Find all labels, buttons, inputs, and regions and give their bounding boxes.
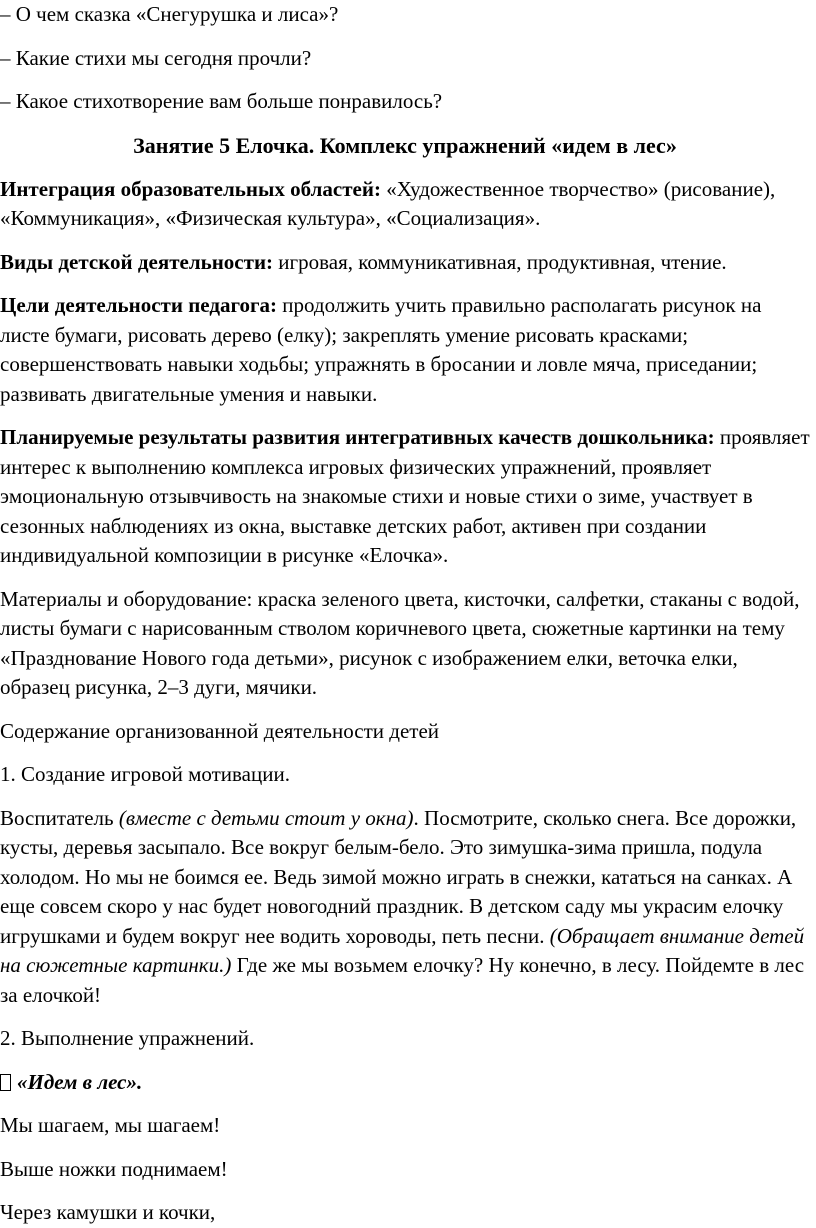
poem-line-3: Через камушки и кочки, [0,1200,216,1224]
teacher-stage-direction-2: (Обращает внимание детей на сюжетные картинки.) [0,923,805,977]
lesson-title: Занятие 5 Елочка. Комплекс упражнений «идем в лес» [133,132,677,158]
teacher-speech-2: Где же мы возьмем елочку? Ну конечно, в лесу. Пойдемте в лес за елочкой! [0,953,805,1007]
poem-line-1: Мы шагаем, мы шагаем! [0,1113,221,1137]
activities-label: Виды детской деятельности: [0,249,274,274]
integration-label: Интеграция образовательных областей: [0,176,381,201]
exercise-title: «Идем в лес». [17,1069,143,1094]
teacher-stage-direction-1: (вместе с детьми стоит у окна) [118,805,414,830]
content-heading: Содержание организованной деятельности детей [0,718,440,743]
checkbox-bullet-icon [0,1074,11,1091]
materials-paragraph: Материалы и оборудование: краска зеленого цвета, кисточки, салфетки, стаканы с водой, листы бумаги с нарисованным стволом коричневого цвета, сюжетные картинки на тему «Празднование Нового года детьми», рисунок с изображением елки, веточка елки, образец рисунка, 2–3 дуги, мячики. [0,586,800,699]
results-text: проявляет интерес к выполнению комплекса игровых физических упражнений, проявляет эмоциональную отзывчивость на знакомые стихи и новые стихи о зиме, участвует в сезонных наблюдениях из окна, выставке детских работ, активен при создании индивидуальной композиции в рисунке «Елочка». [0,425,810,567]
teacher-paragraph [0,804,810,1011]
question-1: – О чем сказка «Снегурушка и лиса»? [0,2,339,26]
step-2-heading: 2. Выполнение упражнений. [0,1026,255,1050]
results-label: Планируемые результаты развития интегративных качеств дошкольника: [0,425,715,449]
exercise-heading [0,1068,810,1098]
teacher-speech-1: . Посмотрите, сколько снега. Все дорожки, кусты, деревья засыпало. Все вокруг белым-бело. Это зимушка-зима пришла, подула холодом. Но мы не боимся ее. Ведь зимой можно играть в снежки, кататься на санках. А еще совсем скоро у нас будет новогодний праздник. В детском саду мы украсим елочку игрушками и будем вокруг нее водить хороводы, петь песни. [0,805,797,948]
integration-paragraph [0,175,810,234]
integration-text: «Художественное творчество» (рисование), «Коммуникация», «Физическая культура», «Социализация». [0,176,776,230]
step-1-heading: 1. Создание игровой мотивации. [0,762,290,786]
goals-label: Цели деятельности педагога: [0,293,278,317]
goals-text: продолжить учить правильно располагать рисунок на листе бумаги, рисовать дерево (елку); закреплять умение рисовать красками; совершенствовать навыки ходьбы; упражнять в бросании и ловле мяча, приседании; развивать двигательные умения и навыки. [0,293,762,406]
activities-text: игровая, коммуникативная, продуктивная, чтение. [273,249,727,274]
goals-paragraph [0,291,810,409]
question-2: – Какие стихи мы сегодня прочли? [0,45,312,70]
question-3: – Какое стихотворение вам больше понравилось? [0,89,443,113]
teacher-speaker: Воспитатель [0,805,119,830]
poem-line-2: Выше ножки поднимаем! [0,1156,228,1181]
results-paragraph [0,423,810,571]
activities-paragraph [0,248,810,278]
